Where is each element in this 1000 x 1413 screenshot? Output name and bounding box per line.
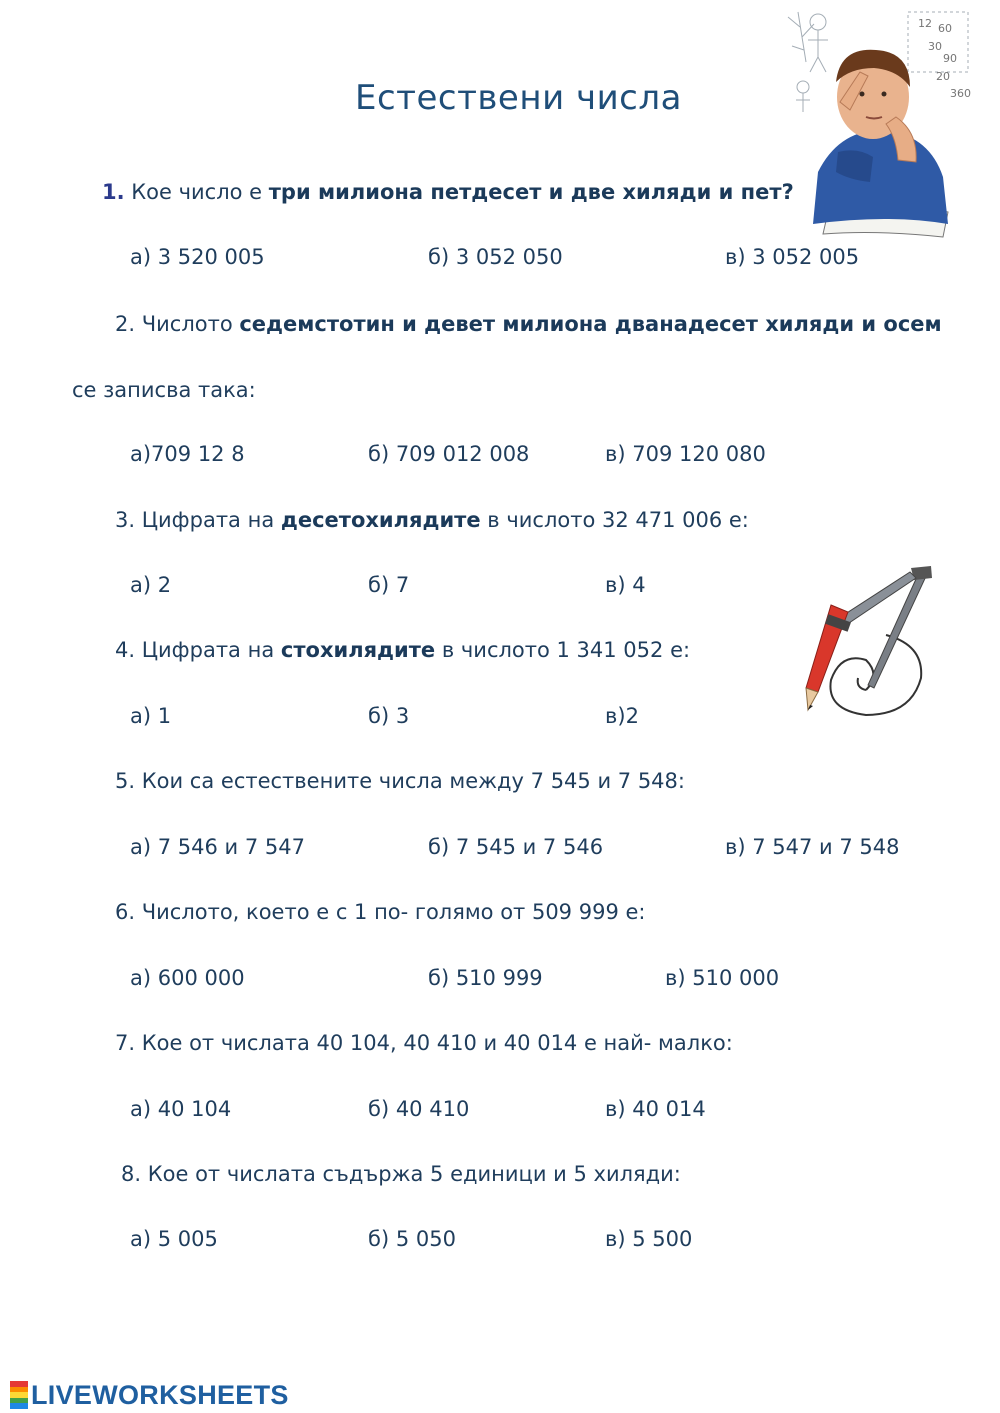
question-1: [102, 180, 794, 204]
question-6-option-b[interactable]: б) 510 999: [428, 966, 543, 990]
question-3: [115, 508, 749, 532]
question-number: 8.: [121, 1162, 142, 1186]
question-3-option-c[interactable]: в) 4: [605, 573, 646, 597]
question-number: 2.: [115, 312, 136, 336]
svg-text:30: 30: [928, 40, 942, 53]
question-text: Числото: [135, 312, 240, 336]
question-8: [121, 1162, 681, 1186]
question-8-option-c[interactable]: в) 5 500: [605, 1227, 693, 1251]
question-4: [115, 638, 690, 662]
svg-text:90: 90: [943, 52, 957, 65]
svg-text:360: 360: [950, 87, 971, 100]
question-2-option-b[interactable]: б) 709 012 008: [368, 442, 530, 466]
question-3-option-b[interactable]: б) 7: [368, 573, 410, 597]
question-1-option-a[interactable]: а) 3 520 005: [130, 245, 265, 269]
question-text: Числото, което е с 1 по- голямо от 509 999 е:: [135, 900, 646, 924]
question-5-option-b[interactable]: б) 7 545 и 7 546: [428, 835, 604, 859]
page-title: Естествени числа: [355, 78, 682, 118]
question-7-option-a[interactable]: а) 40 104: [130, 1097, 232, 1121]
question-7-option-c[interactable]: в) 40 014: [605, 1097, 706, 1121]
question-number: 7.: [115, 1031, 136, 1055]
question-8-option-a[interactable]: а) 5 005: [130, 1227, 218, 1251]
question-text: Цифрата на: [135, 638, 281, 662]
question-2: [115, 312, 942, 336]
question-text-end: в числото 32 471 006 е:: [480, 508, 749, 532]
svg-text:12: 12: [918, 17, 932, 30]
question-text: Кое от числата 40 104, 40 410 и 40 014 е най- малко:: [135, 1031, 733, 1055]
liveworksheets-logo[interactable]: [10, 1380, 289, 1410]
question-5: [115, 769, 685, 793]
question-number: 1.: [102, 180, 125, 204]
question-6: [115, 900, 645, 924]
question-7: [115, 1031, 733, 1055]
question-8-option-b[interactable]: б) 5 050: [368, 1227, 456, 1251]
question-number: 4.: [115, 638, 136, 662]
question-6-option-c[interactable]: в) 510 000: [665, 966, 780, 990]
question-bold-text: три милиона петдесет и две хиляди и пет?: [268, 180, 794, 204]
question-5-option-c[interactable]: в) 7 547 и 7 548: [725, 835, 900, 859]
question-bold-text: десетохилядите: [280, 508, 481, 532]
question-5-option-a[interactable]: а) 7 546 и 7 547: [130, 835, 305, 859]
question-6-option-a[interactable]: а) 600 000: [130, 966, 245, 990]
boy-thinking-illustration: [778, 2, 984, 242]
compass-pencil-illustration: [786, 560, 946, 725]
question-text-end: в числото 1 341 052 е:: [435, 638, 691, 662]
question-7-option-b[interactable]: б) 40 410: [368, 1097, 470, 1121]
question-4-option-a[interactable]: а) 1: [130, 704, 172, 728]
logo-text: LIVEWORKSHEETS: [31, 1379, 289, 1410]
question-2-option-c[interactable]: в) 709 120 080: [605, 442, 766, 466]
question-bold-text: стохилядите: [280, 638, 436, 662]
question-1-option-b[interactable]: б) 3 052 050: [428, 245, 563, 269]
question-2-continuation: се записва така:: [72, 378, 256, 402]
question-2-option-a[interactable]: а)709 12 8: [130, 442, 245, 466]
question-number: 5.: [115, 769, 136, 793]
question-1-option-c[interactable]: в) 3 052 005: [725, 245, 860, 269]
logo-color-bars-icon: [10, 1381, 28, 1409]
question-4-option-b[interactable]: б) 3: [368, 704, 410, 728]
question-text: Кое число е: [124, 180, 269, 204]
question-text: Цифрата на: [135, 508, 281, 532]
question-text: Кои са естествените числа между 7 545 и 7 548:: [135, 769, 685, 793]
svg-text:20: 20: [936, 70, 950, 83]
question-4-option-c[interactable]: в)2: [605, 704, 639, 728]
svg-text:60: 60: [938, 22, 952, 35]
question-bold-text: седемстотин и девет милиона дванадесет хиляди и осем: [239, 312, 942, 336]
question-number: 3.: [115, 508, 136, 532]
question-text: Кое от числата съдържа 5 единици и 5 хиляди:: [141, 1162, 681, 1186]
question-number: 6.: [115, 900, 136, 924]
question-3-option-a[interactable]: а) 2: [130, 573, 172, 597]
